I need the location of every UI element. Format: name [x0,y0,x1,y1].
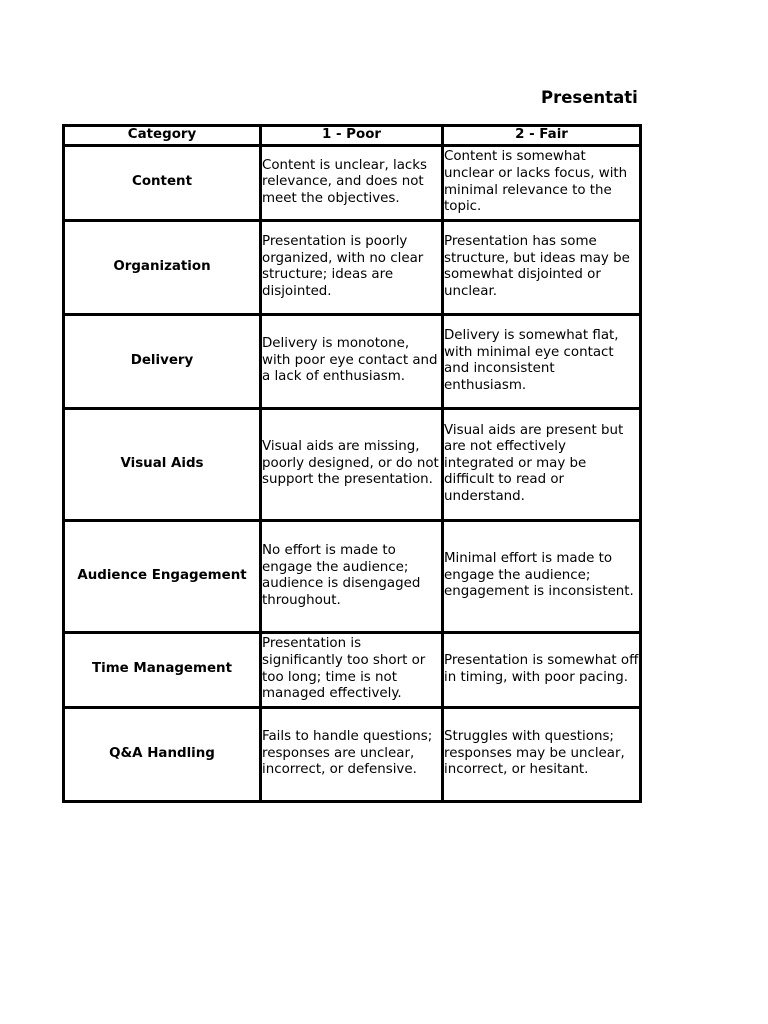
category-cell: Q&A Handling [64,707,261,801]
table-header-row [64,126,641,146]
table-row [64,520,641,632]
fair-cell: Presentation has some structure, but ideas may be somewhat disjointed or unclear. [443,220,641,314]
fair-cell: Presentation is somewhat off in timing, with poor pacing. [443,632,641,707]
fair-cell: Delivery is somewhat flat, with minimal eye contact and inconsistent enthusiasm. [443,314,641,408]
table-row [64,408,641,520]
category-cell: Audience Engagement [64,520,261,632]
fair-cell: Content is somewhat unclear or lacks focus, with minimal relevance to the topic. [443,145,641,220]
table-row [64,632,641,707]
rubric-table [62,124,642,803]
category-cell: Time Management [64,632,261,707]
category-cell: Content [64,145,261,220]
header-fair: 2 - Fair [443,126,641,146]
category-cell: Organization [64,220,261,314]
table-row [64,314,641,408]
poor-cell: Presentation is poorly organized, with no clear structure; ideas are disjointed. [261,220,443,314]
poor-cell: Content is unclear, lacks relevance, and does not meet the objectives. [261,145,443,220]
header-category: Category [64,126,261,146]
poor-cell: Visual aids are missing, poorly designed, or do not support the presentation. [261,408,443,520]
poor-cell: No effort is made to engage the audience; audience is disengaged throughout. [261,520,443,632]
table-row [64,707,641,801]
table-row [64,220,641,314]
poor-cell: Fails to handle questions; responses are unclear, incorrect, or defensive. [261,707,443,801]
document-title: Presentati [541,88,638,107]
fair-cell: Struggles with questions; responses may be unclear, incorrect, or hesitant. [443,707,641,801]
fair-cell: Visual aids are present but are not effectively integrated or may be difficult to read or understand. [443,408,641,520]
poor-cell: Presentation is significantly too short or too long; time is not managed effectively. [261,632,443,707]
category-cell: Visual Aids [64,408,261,520]
table-row [64,145,641,220]
poor-cell: Delivery is monotone, with poor eye contact and a lack of enthusiasm. [261,314,443,408]
category-cell: Delivery [64,314,261,408]
header-poor: 1 - Poor [261,126,443,146]
fair-cell: Minimal effort is made to engage the audience; engagement is inconsistent. [443,520,641,632]
